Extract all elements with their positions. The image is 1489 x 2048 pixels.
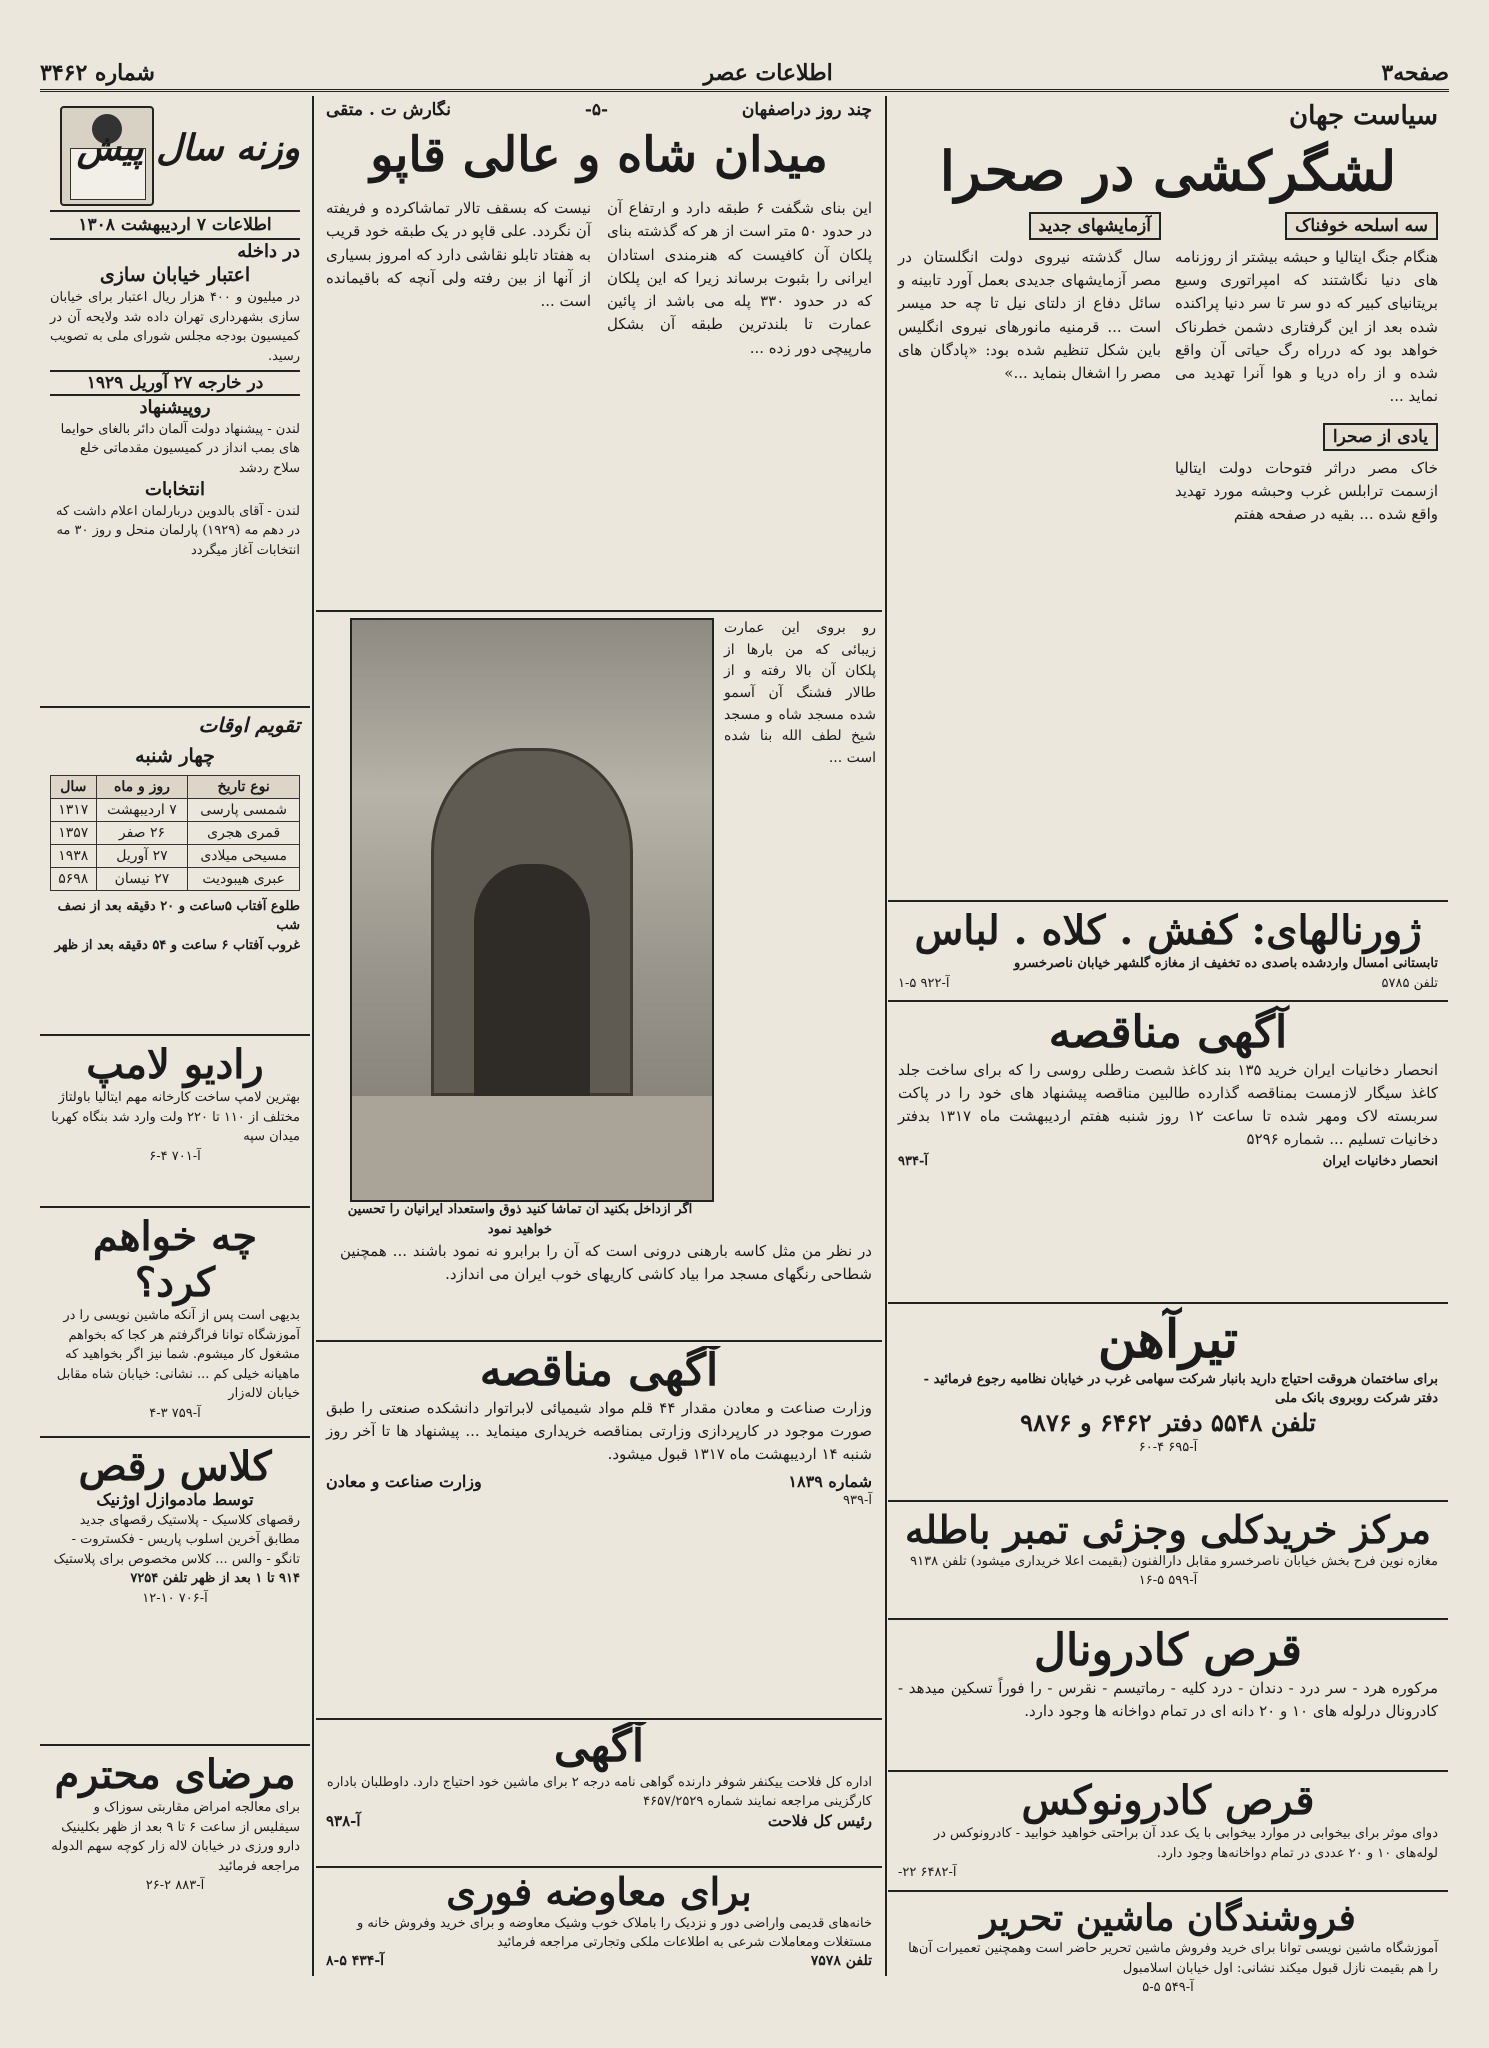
article-body: سال گذشته نیروی دولت انگلستان در مصر آزمایشهای جدیدی بعمل آورد تابینه و سائل دفاع از دلتای نیل تا چه حد میسر است ... قرمنیه مانورهای نیروی انگلیس باین شکل تنظیم شده بود: «پادگان های مصر را اشغال بنماید ...» <box>898 247 1161 383</box>
table-cell: ۲۶ صفر <box>96 821 188 844</box>
sidebar-label: در خارجه ۲۷ آوریل ۱۹۲۹ <box>50 370 300 396</box>
ad-body: وزارت صناعت و معادن مقدار ۴۴ قلم مواد شیمیائی لابراتوار دانشکده صنعتی را طبق صورت موجود در کارپردازی وزارتی بمناقصه خریداری مینماید ... پیشنهاد ها تا آخر روز شنبه ۱۴ اردیبهشت ماه ۱۳۱۷ قبول میشود. <box>326 1398 872 1464</box>
section-kicker: سیاست جهان <box>1289 101 1438 131</box>
ad-signature: رئیس کل فلاحت <box>767 1811 872 1830</box>
ad-code: آ-۹۳۹ <box>843 1493 872 1509</box>
ad-phone: تلفن ۷۵۷۸ <box>810 1952 872 1969</box>
science-tender-ad <box>316 1346 882 1716</box>
news-body: لندن - پیشنهاد دولت آلمان دائر بالغای حوایما های بمب انداز در کمیسیون مقدماتی خلع سلاح ردشد <box>60 421 300 476</box>
typewriter-ad <box>888 1890 1448 2000</box>
table-cell: ۵۶۹۸ <box>51 867 97 890</box>
subheading: یادی از صحرا <box>1323 423 1438 451</box>
notice-ad <box>316 1722 882 1864</box>
ad-body: تابستانی امسال واردشده باصدی ده تخفیف از مغازه گلشهر خیابان ناصرخسرو <box>1014 956 1438 971</box>
sidebar-date: اطلاعات ۷ اردیبهشت ۱۳۰۸ <box>50 210 300 240</box>
table-cell: مسیحی میلادی <box>188 844 300 867</box>
column-header: روز و ماه <box>96 775 188 798</box>
table-row <box>51 821 300 844</box>
typing-school-ad <box>40 1206 310 1434</box>
divider <box>316 1340 882 1342</box>
ad-body: بدیهی است پس از آنکه ماشین نویسی را در آموزشگاه توانا فراگرفتم هر کجا که بخواهم مشغول کار میشوم. شما نیز اگر بخواهید که ماهیانه خیلی کم ... نشانی: خیابان شاه مقابل خیابان لاله‌زار <box>56 1308 300 1401</box>
ad-title: کلاس رقص <box>78 1443 272 1490</box>
article-body: نیست که بسقف تالار تماشاکرده و فریفته آن نگردد. علی قاپو در یک طبقه خود قریب به هفتاد تابلو نقاشی دارد که امروز بسیاری از آنها از بین رفته ولی آنچه که باقیمانده است ... <box>326 199 591 311</box>
page-number: صفحه۳ <box>1381 59 1449 86</box>
calendar-box <box>40 712 310 1032</box>
divider <box>40 706 310 708</box>
photo-ground <box>352 1096 712 1200</box>
sunrise-time: طلوع آفتاب ۵ساعت و ۲۰ دقیقه بعد از نصف شب <box>57 898 300 934</box>
ad-title: قرص کادرونال <box>1034 1625 1302 1676</box>
table-header-row <box>51 775 300 798</box>
column-divider <box>312 96 314 1976</box>
table-row <box>51 798 300 821</box>
ad-code: آ-۹۳۸ <box>326 1811 361 1830</box>
ad-code: آ-۸۸۳ ۲-۲۶ <box>145 1878 205 1893</box>
table-cell: ۲۷ نیسان <box>96 867 188 890</box>
news-title: اعتبار خیابان سازی <box>99 264 251 287</box>
news-body: لندن - آقای بالدوین دربارلمان اعلام داشت که در دهم مه (۱۹۲۹) پارلمان منحل و روز ۳۰ مه انتخابات آغاز میگردد <box>56 503 300 558</box>
ad-signature: وزارت صناعت و معادن <box>326 1472 482 1492</box>
table-cell: قمری هجری <box>188 821 300 844</box>
photo-doorway <box>474 864 589 1096</box>
newspaper-name: اطلاعات عصر <box>703 59 833 86</box>
sunset-time: غروب آفتاب ۶ ساعت و ۵۴ دقیقه بعد از ظهر <box>54 937 300 953</box>
news-title: انتخابات <box>145 479 205 501</box>
ad-title: فروشندگان ماشین تحریر <box>980 1897 1356 1939</box>
weekday: چهار شنبه <box>135 745 215 767</box>
article-author: نگارش ت . متقی <box>326 100 451 120</box>
news-body: در میلیون و ۴۰۰ هزار ریال اعتبار برای خیابان سازی بشهرداری تهران داده شد ولایحه آن در کمیسیون بودجه مجلس شورای ملی به تصویب رسید. <box>50 290 300 364</box>
ad-title: مرضای محترم <box>54 1751 296 1798</box>
table-cell: ۷ اردیبهشت <box>96 798 188 821</box>
ad-phone: تلفن ۵۵۴۸ دفتر ۶۴۶۲ و ۹۸۷۶ <box>1020 1407 1316 1437</box>
table-cell: ۱۹۳۸ <box>51 844 97 867</box>
clinic-ad <box>40 1744 310 2000</box>
table-cell: ۱۳۱۷ <box>51 798 97 821</box>
exchange-ad <box>316 1870 882 2000</box>
radio-lamp-ad <box>40 1034 310 1204</box>
ad-title: برای معاوضه فوری <box>446 1870 752 1914</box>
article-title: میدان شاه و عالی قاپو <box>370 127 828 183</box>
ad-code: آ-۵۴۹ ۵-۵ <box>1142 1980 1194 1996</box>
ad-title: ژورنالهای: کفش . کلاه . لباس <box>914 907 1422 954</box>
table-row <box>51 867 300 890</box>
ad-subtitle: توسط مادموازل اوژنیک <box>96 1490 254 1509</box>
ad-body: مرکوره هرد - سر درد - دندان - درد کلیه - رماتیسم - نقرس - را فوراً تسکین میدهد - کادرونال درلوله های ۱۰ و ۲۰ دانه ای در تمام دواخانه ها وجود دارد. <box>898 1678 1438 1720</box>
ad-number: شماره ۱۸۳۹ <box>788 1472 872 1492</box>
ad-code: آ-۵۹۹ ۵-۱۶ <box>1138 1573 1198 1589</box>
journals-ad <box>888 902 1448 998</box>
ad-title: مرکز خریدکلی وجزئی تمبر باطله <box>904 1507 1431 1552</box>
sidebar-label: در داخله <box>237 241 300 263</box>
ad-code: آ-۹۲۲ ۵-۱ <box>898 975 950 991</box>
ad-title: رادیو لامپ <box>86 1041 264 1088</box>
ad-title: آگهی مناقصه <box>479 1346 719 1396</box>
ad-title: قرص کادرونوکس <box>1021 1777 1315 1824</box>
calendar-table <box>50 775 300 891</box>
divider <box>316 1866 882 1868</box>
ad-title: تیرآهن <box>1097 1309 1239 1370</box>
article-part: -۵- <box>584 100 609 120</box>
article-body: هنگام جنگ ایتالیا و حبشه بیشتر از روزنامه های دنیا نگاشتند که امپراتوری وسیع بریتانیای کبیر که دو سر تا سر دنیا پراکنده شده بعد از این گرفتاری دشمن خطرناک خواهد بود که درراه رگ حیاتی آن واقع شده و از راه دریا و هوا آنرا تهدید می نماید ... <box>1175 247 1438 406</box>
table-cell: عبری هیبودیت <box>188 867 300 890</box>
ad-body: انحصار دخانیات ایران خرید ۱۳۵ بند کاغذ شصت رطلی روسی را که برای ساخت جلد کاغذ سیگار لازمست بمناقصه گذارده طالبین مناقصه پیشنهاد های خود را در پاکت سربسته لاک ومهر شده تا ساعت ۱۲ روز شنبه هفتم اردیبهشت ماه ۱۳۱۷ بدفتر دخانیات تسلیم ... شماره ۵۲۹۶ <box>898 1060 1439 1149</box>
column-header: نوع تاریخ <box>188 775 300 798</box>
subheading: آزمایشهای جدید <box>1029 212 1161 240</box>
kadornox-ad <box>888 1770 1448 1888</box>
politics-article <box>888 100 1448 900</box>
ad-code: آ-۶۹۵ ۴-۶۰ <box>1138 1439 1198 1455</box>
subheading: سه اسلحه خوفناک <box>1285 212 1438 240</box>
divider <box>316 610 882 612</box>
article-body: در نظر من مثل کاسه بارهنی درونی است که آن را برابرو نه نمود باشند ... همچنین شطاحی رنگهای مسجد مرا بیاد کاشی کاریهای خوب ایران می اندازد. <box>340 1242 872 1284</box>
ad-body: بهترین لامپ ساخت کارخانه مهم ایتالیا باولتاژ مختلف از ۱۱۰ تا ۲۲۰ ولت وارد شد بنگاه کهربا میدان سپه <box>51 1090 300 1144</box>
ad-body: اداره کل فلاحت ییکنفر شوفر دارنده گواهی نامه درجه ۲ برای ماشین خود احتیاج دارد. داوطلبان باداره کارگزینی مراجعه نمایند شماره ۴۶۵۷/۲۵۲۹ <box>326 1774 872 1810</box>
ali-qapu-photo <box>350 618 714 1202</box>
dance-class-ad <box>40 1436 310 1742</box>
issue-number: شماره ۳۴۶۲ <box>40 59 155 86</box>
stamp-ad <box>888 1500 1448 1616</box>
ad-title: آگهی <box>553 1722 645 1772</box>
ad-code: آ-۶۴۸۲ ۲۲- <box>898 1865 957 1880</box>
ad-code: آ-۷۰۱ ۴-۶ <box>149 1148 201 1164</box>
ad-body: مغازه نوین فرح بخش خیابان ناصرخسرو مقابل دارالفنون (بقیمت اعلا خریداری میشود) تلفن ۹۱۳۸ <box>910 1553 1438 1569</box>
photo-caption: اگر ازداخل بکنید آن تماشا کنید ذوق واستعداد ایرانیان را تحسین خواهید نمود <box>347 1202 693 1237</box>
ad-body: برای ساختمان هروقت احتیاج دارید بانبار شرکت سهامی غرب در خیابان نظامیه رجوع فرمائید - دفتر شرکت روبروی بانک ملی <box>923 1371 1438 1407</box>
table-cell: شمسی پارسی <box>188 798 300 821</box>
ad-hours: ۹۱۴ تا ۱ بعد از ظهر تلفن ۷۲۵۴ <box>130 1571 300 1587</box>
ad-body: رقصهای کلاسیک - پلاستیک رقصهای جدید مطابق آخرین اسلوب پاریس - فکستروت - تانگو - والس ... کلاس مخصوص برای پلاستیک <box>53 1512 300 1567</box>
news-title: روپیشنهاد <box>139 397 211 419</box>
ad-body: برای معالجه امراض مقاربتی سوزاک و سیفلیس از ساعت ۶ تا ۹ بعد از ظهر بکلینیک دارو ورزی در خیابان لاله زار کوچه سهم الدوله مراجعه فرمائید <box>51 1800 300 1874</box>
ad-title: آگهی مناقصه <box>1048 1007 1288 1058</box>
article-body: این بنای شگفت ۶ طبقه دارد و ارتفاع آن در حدود ۵۰ متر است از هر که گذشته بنای پلکان آن کافیست که هنرمندی استادان ایرانی را بثبوت برساند زیرا که این پلکان که در حدود ۳۳۰ پله می باشد از پائین عمارت تا بلندترین طبقه آن بشکل مارپیچی دور زده ... <box>607 199 873 357</box>
page-header <box>40 56 1449 92</box>
iron-beam-ad <box>888 1302 1448 1498</box>
ad-code: آ-۷۰۶ ۱۰-۱۲ <box>142 1590 208 1606</box>
ad-code: آ-۴۳۴ ۵-۸ <box>326 1952 385 1969</box>
table-cell: ۱۳۵۷ <box>51 821 97 844</box>
ad-body: خانه‌های قدیمی واراضی دور و نزدیک را باملاک خوب وشیک معاوضه و برای خرید وفروش خانه و مستغلات ومعاملات شرعی به اطلاعات ملکی وتجارتی مراجعه فرمائید <box>356 1915 872 1951</box>
ad-body: دوای موثر برای بیخوابی در موارد بیخوابی با یک عدد آن براحتی خواهید خوابید - کادرونوکس در لوله‌های ۱۰ و ۲۰ عددی در تمام دواخانه‌ها وجود دارد. <box>933 1826 1438 1861</box>
table-cell: ۲۷ آوریل <box>96 844 188 867</box>
ad-code: آ-۹۳۴ <box>898 1153 928 1169</box>
last-year-sidebar <box>40 100 310 700</box>
ad-signature: انحصار دخانیات ایران <box>1322 1153 1438 1169</box>
column-divider <box>885 96 887 1976</box>
ad-body: آموزشگاه ماشین نویسی توانا برای خرید وفروش ماشین تحریر حاضر است وهمچنین تعمیرات آن‌ها را هم بقیمت نازل قبول میکند نشانی: اول خیابان اسلامبول <box>908 1941 1438 1976</box>
column-header: سال <box>51 775 97 798</box>
kadornal-ad <box>888 1618 1448 1768</box>
article-title: لشگرکشی در صحرا <box>939 138 1397 203</box>
article-body: خاک مصر دراثر فتوحات دولت ایتالیا ازسمت ترابلس غرب وحبشه مورد تهدید واقع شده ... بقیه در صفحه هفتم <box>1175 458 1438 524</box>
table-row <box>51 844 300 867</box>
sidebar-title: وزنه سال پیش <box>76 127 300 169</box>
divider <box>316 1718 882 1720</box>
tobacco-tender-ad <box>888 1000 1448 1300</box>
ad-code: آ-۷۵۹ ۳-۴ <box>149 1405 201 1421</box>
calendar-title: تقویم اوقات <box>198 713 300 737</box>
article-kicker: چند روز دراصفهان <box>741 100 872 120</box>
ad-title: چه خواهم کرد؟ <box>92 1213 258 1306</box>
ad-phone: تلفن ۵۷۸۵ <box>1381 975 1438 991</box>
article-body: رو بروی این عمارت زیبائی که من بارها از پلکان آن بالا رفته و از طالار فشنگ آن آسمو شده مسجد شاه و مسجد شیخ لطف الله بنا شده است ... <box>724 620 876 767</box>
